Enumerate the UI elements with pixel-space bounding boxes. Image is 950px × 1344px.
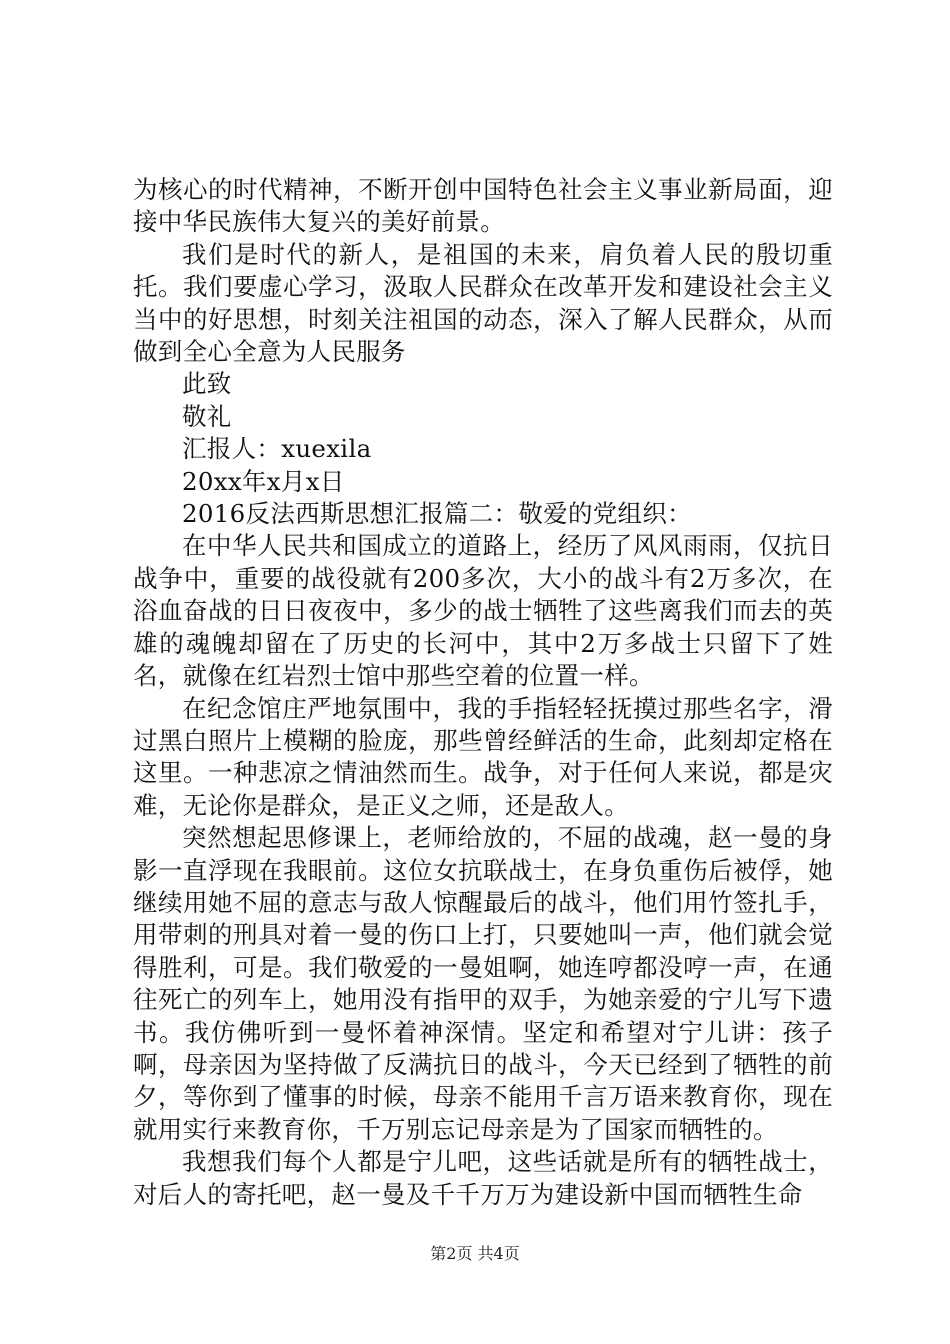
- date-line: 20xx年x月x日: [182, 466, 345, 496]
- paragraph-5: 突然想起思修课上，老师给放的，不屈的战魂，赵一曼的身影一直浮现在我眼前。这位女抗联战士，在身负重伤后被俘，她继续用她不屈的意志与敌人惊醒最后的战斗，他们用竹签扎手，用带刺的刑具对着一曼的伤口上打，只要她叫一声，他们就会觉得胜利，可是。我们敬爱的一曼姐啊，她连哼都没哼一声，在通往死亡的列车上，她用没有指甲的双手，为她亲爱的宁儿写下遗书。我仿佛听到一曼怀着神深情。坚定和希望对宁儿讲：孩子啊，母亲因为坚持做了反满抗日的战斗，今天已经到了牺牲的前夕，等你到了懂事的时候，母亲不能用千言万语来教育你，现在就用实行来教育你，千万别忘记母亲是为了国家而牺牲的。: [133, 823, 833, 1144]
- page-footer: [0, 1244, 950, 1264]
- reporter-line: 汇报人：xuexila: [182, 434, 372, 464]
- paragraph-1: 为核心的时代精神，不断开创中国特色社会主义事业新局面，迎接中华民族伟大复兴的美好前景。: [133, 175, 833, 237]
- page-number: 第2页 共4页: [430, 1244, 520, 1263]
- paragraph-4: 在纪念馆庄严地氛围中，我的手指轻轻抚摸过那些名字，滑过黑白照片上模糊的脸庞，那些曾经鲜活的生命，此刻却定格在这里。一种悲凉之情油然而生。战争，对于任何人来说，都是灾难，无论你是群众，是正义之师，还是敌人。: [133, 693, 833, 820]
- section-heading: 2016反法西斯思想汇报篇二：敬爱的党组织：: [182, 499, 692, 529]
- document-body: [133, 174, 833, 1211]
- paragraph-2: 我们是时代的新人，是祖国的未来，肩负着人民的殷切重托。我们要虚心学习，汲取人民群众在改革开发和建设社会主义当中的好思想，时刻关注祖国的动态，深入了解人民群众，从而做到全心全意为人民服务: [133, 239, 833, 367]
- closing-jingli: 敬礼: [182, 401, 232, 431]
- closing-cizhi: 此致: [182, 369, 232, 399]
- paragraph-3: 在中华人民共和国成立的道路上，经历了风风雨雨，仅抗日战争中，重要的战役就有200多次，大小的战斗有2万多次，在浴血奋战的日日夜夜中，多少的战士牺牲了这些离我们而去的英雄的魂魄却留在了历史的长河中，其中2万多战士只留下了姓名，就像在红岩烈士馆中那些空着的位置一样。: [133, 531, 833, 691]
- paragraph-6: 我想我们每个人都是宁儿吧，这些话就是所有的牺牲战士，对后人的寄托吧，赵一曼及千千万万为建设新中国而牺牲生命: [133, 1147, 833, 1209]
